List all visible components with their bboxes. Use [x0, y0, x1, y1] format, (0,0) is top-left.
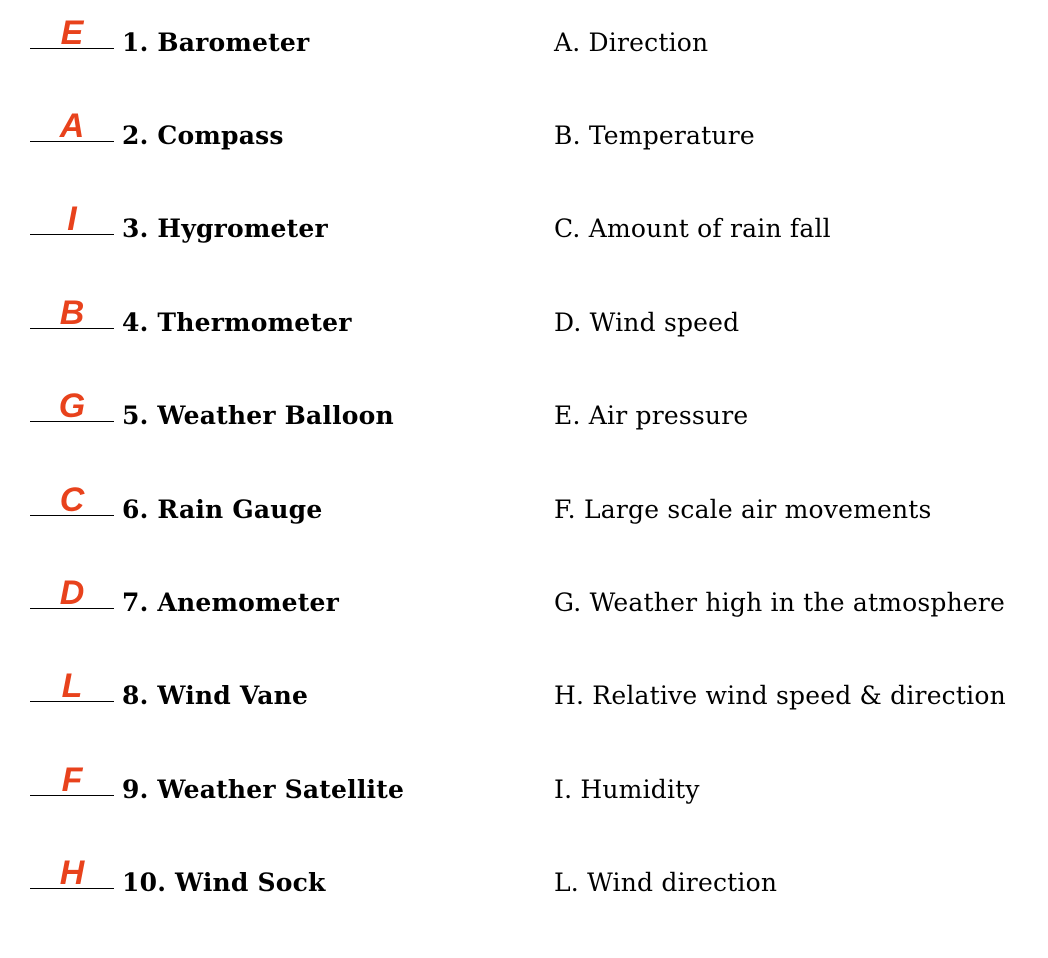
term-label: 9. Weather Satellite — [122, 775, 405, 804]
answer-letter: B — [59, 294, 85, 332]
term-label: 2. Compass — [122, 121, 284, 150]
term-label: 6. Rain Gauge — [122, 495, 323, 524]
answer-letter: G — [58, 387, 86, 425]
definition-label: A. Direction — [554, 28, 709, 57]
match-row-4 — [0, 294, 1048, 358]
answer-letter: H — [59, 854, 85, 892]
match-row-7 — [0, 574, 1048, 638]
term-label: 10. Wind Sock — [122, 868, 326, 897]
match-row-2 — [0, 107, 1048, 171]
match-row-3 — [0, 200, 1048, 264]
definition-label: H. Relative wind speed & direction — [554, 681, 1006, 710]
answer-letter: A — [59, 107, 85, 145]
answer-letter: C — [59, 481, 85, 519]
match-row-5 — [0, 387, 1048, 451]
answer-letter: F — [61, 761, 83, 799]
term-label: 3. Hygrometer — [122, 214, 328, 243]
match-row-10 — [0, 854, 1048, 918]
match-row-8 — [0, 667, 1048, 731]
term-label: 1. Barometer — [122, 28, 310, 57]
term-label: 5. Weather Balloon — [122, 401, 394, 430]
answer-letter: L — [61, 667, 83, 705]
match-row-9 — [0, 761, 1048, 825]
definition-label: B. Temperature — [554, 121, 755, 150]
term-label: 4. Thermometer — [122, 308, 352, 337]
answer-letter: I — [67, 200, 77, 238]
definition-label: E. Air pressure — [554, 401, 749, 430]
definition-label: I. Humidity — [554, 775, 700, 804]
term-label: 8. Wind Vane — [122, 681, 309, 710]
answer-letter: E — [60, 14, 84, 52]
definition-label: C. Amount of rain fall — [554, 214, 831, 243]
term-label: 7. Anemometer — [122, 588, 339, 617]
match-row-6 — [0, 481, 1048, 545]
match-row-1 — [0, 14, 1048, 78]
definition-label: G. Weather high in the atmosphere — [554, 588, 1006, 617]
definition-label: F. Large scale air movements — [554, 495, 932, 524]
answer-letter: D — [59, 574, 85, 612]
definition-label: D. Wind speed — [554, 308, 740, 337]
definition-label: L. Wind direction — [554, 868, 778, 897]
